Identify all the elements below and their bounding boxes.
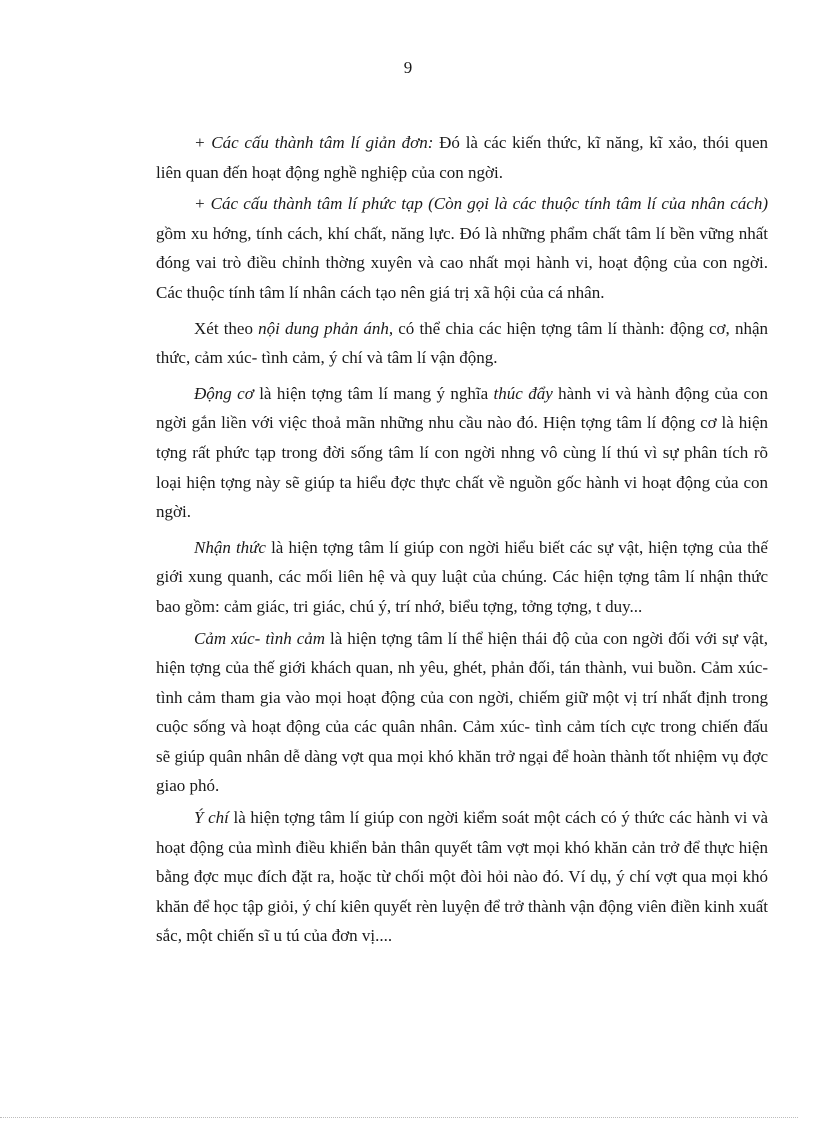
term-drive: thúc đẩy	[493, 383, 553, 403]
paragraph-complex-components	[156, 189, 768, 307]
paragraph-will	[156, 803, 768, 951]
term-cognition: Nhận thức	[194, 537, 266, 557]
body-text	[156, 128, 768, 951]
paragraph-motive	[156, 379, 768, 527]
paragraph-lead: Xét theo	[194, 318, 259, 338]
term-reflection-content: nội dung phản ánh,	[258, 318, 394, 338]
paragraph-text: là hiện tợng tâm lí thể hiện thái độ của con ngời đối với sự vật, hiện tợng của thế giới khách quan, nh yêu, ghét, phản đối, tán thành, vui buồn. Cảm xúc- tình cảm tham gia vào mọi hoạt động của con ngời, chiếm giữ một vị trí nhất định trong cuộc sống và hoạt động của các quân nhân. Cảm xúc- tình cảm tích cực trong chiến đấu sẽ giúp quân nhân dễ dàng vợt qua mọi khó khăn trở ngại để hoàn thành tốt nhiệm vụ đợc giao phó.	[156, 628, 768, 796]
paragraph-text: gồm xu hớng, tính cách, khí chất, năng lực. Đó là những phẩm chất tâm lí bền vững nhất đóng vai trò điều chỉnh thờng xuyên và cao nhất mọi hành vi, hoạt động của con ngời. Các thuộc tính tâm lí nhân cách tạo nên giá trị xã hội của cá nhân.	[156, 223, 768, 302]
paragraph-text: hành vi và hành động của con ngời gắn liền với việc thoả mãn những nhu cầu nào đó. Hiện tợng tâm lí động cơ là hiện tợng rất phức tạp trong đời sống tâm lí con ngời nhng vô cùng lí thú vì sự phân tích rõ loại hiện tợng này sẽ giúp ta hiểu đợc thực chất về nguồn gốc hành vi hoạt động của con ngời.	[156, 383, 768, 522]
paragraph-emotion	[156, 624, 768, 802]
paragraph-simple-components	[156, 128, 768, 187]
term-will: Ý chí	[194, 808, 229, 828]
page-bottom-rule	[0, 1117, 798, 1118]
term-complex-components: + Các cấu thành tâm lí phức tạp (Còn gọi là các thuộc tính tâm lí của nhân cách)	[194, 194, 768, 214]
paragraph-text: có thể chia các hiện tợng tâm lí thành: động cơ, nhận thức, cảm xúc- tình cảm, ý chí và tâm lí vận động.	[156, 318, 768, 368]
paragraph-classification	[156, 314, 768, 373]
paragraph-text: là hiện tợng tâm lí giúp con ngời kiểm soát một cách có ý thức các hành vi và hoạt động của mình điều khiển bản thân quyết tâm vợt mọi khó khăn cản trở để thực hiện bằng đợc mục đích đặt ra, hoặc từ chối một đòi hỏi nào đó. Ví dụ, ý chí vợt qua mọi khó khăn để học tập giỏi, ý chí kiên quyết rèn luyện để trở thành vận động viên điền kinh xuất sắc, một chiến sĩ u tú của đơn vị....	[156, 808, 768, 946]
paragraph-text: Đó là các kiến thức, kĩ năng, kĩ xảo, thói quen liên quan đến hoạt động nghề nghiệp của con ngời.	[156, 133, 769, 182]
paragraph-text: là hiện tợng tâm lí giúp con ngời hiểu biết các sự vật, hiện tợng của thế giới xung quanh, các mối liên hệ và quy luật của chúng. Các hiện tợng tâm lí nhận thức bao gồm: cảm giác, tri giác, chú ý, trí nhớ, biểu tợng, tởng tợng, t duy...	[156, 537, 768, 616]
paragraph-cognition	[156, 533, 768, 622]
term-simple-components: + Các cấu thành tâm lí giản đơn:	[194, 133, 434, 152]
paragraph-text: là hiện tợng tâm lí mang ý nghĩa	[253, 383, 494, 403]
term-emotion: Cảm xúc- tình cảm	[194, 628, 326, 648]
term-motive: Động cơ	[194, 383, 254, 403]
page-number: 9	[403, 58, 413, 77]
